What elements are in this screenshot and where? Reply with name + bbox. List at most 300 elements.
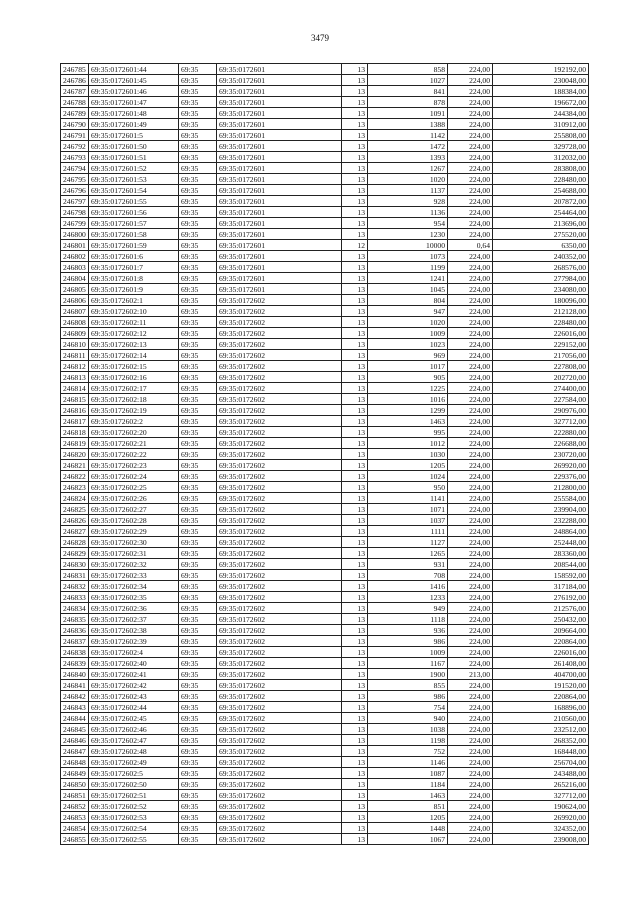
specific-value-cell: 224,00 — [448, 75, 493, 86]
group-code-cell: 13 — [342, 416, 368, 427]
area-cell: 1198 — [368, 735, 448, 746]
row-number-cell: 246813 — [61, 372, 89, 383]
specific-value-cell: 224,00 — [448, 218, 493, 229]
cadastral-number-cell: 69:35:0172602:14 — [89, 350, 179, 361]
quarter-number-cell: 69:35:0172602 — [217, 471, 342, 482]
row-number-cell: 246793 — [61, 152, 89, 163]
cadastral-number-cell: 69:35:0172602:48 — [89, 746, 179, 757]
cadastral-number-cell: 69:35:0172602:11 — [89, 317, 179, 328]
district-code-cell: 69:35 — [179, 526, 217, 537]
cadastral-number-cell: 69:35:0172602:35 — [89, 592, 179, 603]
district-code-cell: 69:35 — [179, 757, 217, 768]
specific-value-cell: 224,00 — [448, 339, 493, 350]
specific-value-cell: 224,00 — [448, 581, 493, 592]
cadastral-value-cell: 210560,00 — [493, 713, 589, 724]
district-code-cell: 69:35 — [179, 97, 217, 108]
group-code-cell: 13 — [342, 163, 368, 174]
district-code-cell: 69:35 — [179, 471, 217, 482]
specific-value-cell: 224,00 — [448, 394, 493, 405]
district-code-cell: 69:35 — [179, 603, 217, 614]
specific-value-cell: 224,00 — [448, 196, 493, 207]
cadastral-number-cell: 69:35:0172601:8 — [89, 273, 179, 284]
table-row — [61, 735, 589, 746]
group-code-cell: 13 — [342, 108, 368, 119]
area-cell: 1472 — [368, 141, 448, 152]
group-code-cell: 13 — [342, 350, 368, 361]
row-number-cell: 246811 — [61, 350, 89, 361]
area-cell: 928 — [368, 196, 448, 207]
area-cell: 1030 — [368, 449, 448, 460]
group-code-cell: 13 — [342, 185, 368, 196]
cadastral-value-cell: 226016,00 — [493, 328, 589, 339]
cadastral-number-cell: 69:35:0172602:52 — [89, 801, 179, 812]
table-row — [61, 713, 589, 724]
cadastral-value-cell: 329728,00 — [493, 141, 589, 152]
group-code-cell: 13 — [342, 768, 368, 779]
cadastral-value-cell: 158592,00 — [493, 570, 589, 581]
specific-value-cell: 224,00 — [448, 86, 493, 97]
specific-value-cell: 224,00 — [448, 350, 493, 361]
quarter-number-cell: 69:35:0172602 — [217, 669, 342, 680]
specific-value-cell: 224,00 — [448, 262, 493, 273]
district-code-cell: 69:35 — [179, 361, 217, 372]
cadastral-number-cell: 69:35:0172602:24 — [89, 471, 179, 482]
group-code-cell: 13 — [342, 603, 368, 614]
cadastral-value-cell: 244384,00 — [493, 108, 589, 119]
group-code-cell: 13 — [342, 592, 368, 603]
row-number-cell: 246825 — [61, 504, 89, 515]
area-cell: 1127 — [368, 537, 448, 548]
district-code-cell: 69:35 — [179, 504, 217, 515]
cadastral-value-cell: 254688,00 — [493, 185, 589, 196]
group-code-cell: 13 — [342, 801, 368, 812]
quarter-number-cell: 69:35:0172602 — [217, 416, 342, 427]
specific-value-cell: 224,00 — [448, 108, 493, 119]
cadastral-number-cell: 69:35:0172602:54 — [89, 823, 179, 834]
group-code-cell: 13 — [342, 724, 368, 735]
cadastral-value-cell: 261408,00 — [493, 658, 589, 669]
quarter-number-cell: 69:35:0172601 — [217, 196, 342, 207]
specific-value-cell: 213,00 — [448, 669, 493, 680]
row-number-cell: 246797 — [61, 196, 89, 207]
specific-value-cell: 224,00 — [448, 559, 493, 570]
cadastral-value-cell: 6350,00 — [493, 240, 589, 251]
district-code-cell: 69:35 — [179, 812, 217, 823]
cadastral-value-cell: 239008,00 — [493, 834, 589, 845]
table-row — [61, 614, 589, 625]
specific-value-cell: 224,00 — [448, 790, 493, 801]
quarter-number-cell: 69:35:0172602 — [217, 317, 342, 328]
cadastral-value-cell: 327712,00 — [493, 790, 589, 801]
table-row — [61, 251, 589, 262]
district-code-cell: 69:35 — [179, 394, 217, 405]
specific-value-cell: 224,00 — [448, 130, 493, 141]
district-code-cell: 69:35 — [179, 152, 217, 163]
specific-value-cell: 224,00 — [448, 438, 493, 449]
table-row — [61, 306, 589, 317]
quarter-number-cell: 69:35:0172601 — [217, 64, 342, 75]
quarter-number-cell: 69:35:0172602 — [217, 812, 342, 823]
specific-value-cell: 224,00 — [448, 592, 493, 603]
area-cell: 804 — [368, 295, 448, 306]
quarter-number-cell: 69:35:0172602 — [217, 306, 342, 317]
row-number-cell: 246790 — [61, 119, 89, 130]
row-number-cell: 246833 — [61, 592, 89, 603]
quarter-number-cell: 69:35:0172601 — [217, 152, 342, 163]
row-number-cell: 246826 — [61, 515, 89, 526]
row-number-cell: 246840 — [61, 669, 89, 680]
district-code-cell: 69:35 — [179, 537, 217, 548]
cadastral-number-cell: 69:35:0172602:49 — [89, 757, 179, 768]
cadastral-value-cell: 213696,00 — [493, 218, 589, 229]
specific-value-cell: 224,00 — [448, 570, 493, 581]
group-code-cell: 13 — [342, 141, 368, 152]
quarter-number-cell: 69:35:0172602 — [217, 537, 342, 548]
row-number-cell: 246830 — [61, 559, 89, 570]
specific-value-cell: 224,00 — [448, 757, 493, 768]
cadastral-value-cell: 228480,00 — [493, 317, 589, 328]
area-cell: 752 — [368, 746, 448, 757]
cadastral-value-cell: 234080,00 — [493, 284, 589, 295]
row-number-cell: 246807 — [61, 306, 89, 317]
quarter-number-cell: 69:35:0172601 — [217, 240, 342, 251]
specific-value-cell: 224,00 — [448, 185, 493, 196]
area-cell: 1463 — [368, 416, 448, 427]
cadastral-number-cell: 69:35:0172602:27 — [89, 504, 179, 515]
row-number-cell: 246823 — [61, 482, 89, 493]
specific-value-cell: 224,00 — [448, 471, 493, 482]
table-row — [61, 823, 589, 834]
quarter-number-cell: 69:35:0172602 — [217, 636, 342, 647]
specific-value-cell: 224,00 — [448, 383, 493, 394]
district-code-cell: 69:35 — [179, 548, 217, 559]
area-cell: 969 — [368, 350, 448, 361]
table-row — [61, 449, 589, 460]
table-row — [61, 680, 589, 691]
cadastral-number-cell: 69:35:0172601:53 — [89, 174, 179, 185]
group-code-cell: 13 — [342, 625, 368, 636]
district-code-cell: 69:35 — [179, 801, 217, 812]
group-code-cell: 13 — [342, 559, 368, 570]
table-row — [61, 537, 589, 548]
district-code-cell: 69:35 — [179, 405, 217, 416]
area-cell: 950 — [368, 482, 448, 493]
quarter-number-cell: 69:35:0172601 — [217, 262, 342, 273]
area-cell: 1448 — [368, 823, 448, 834]
table-row — [61, 471, 589, 482]
group-code-cell: 13 — [342, 174, 368, 185]
district-code-cell: 69:35 — [179, 262, 217, 273]
quarter-number-cell: 69:35:0172602 — [217, 823, 342, 834]
table-row — [61, 801, 589, 812]
group-code-cell: 13 — [342, 394, 368, 405]
specific-value-cell: 224,00 — [448, 284, 493, 295]
district-code-cell: 69:35 — [179, 185, 217, 196]
table-row — [61, 581, 589, 592]
quarter-number-cell: 69:35:0172602 — [217, 801, 342, 812]
group-code-cell: 13 — [342, 669, 368, 680]
cadastral-number-cell: 69:35:0172602:32 — [89, 559, 179, 570]
quarter-number-cell: 69:35:0172601 — [217, 284, 342, 295]
group-code-cell: 13 — [342, 449, 368, 460]
cadastral-number-cell: 69:35:0172602:46 — [89, 724, 179, 735]
district-code-cell: 69:35 — [179, 306, 217, 317]
cadastral-value-cell: 229376,00 — [493, 471, 589, 482]
group-code-cell: 13 — [342, 515, 368, 526]
cadastral-value-cell: 239904,00 — [493, 504, 589, 515]
table-row — [61, 262, 589, 273]
cadastral-value-cell: 248864,00 — [493, 526, 589, 537]
cadastral-number-cell: 69:35:0172602:51 — [89, 790, 179, 801]
area-cell: 986 — [368, 636, 448, 647]
row-number-cell: 246835 — [61, 614, 89, 625]
cadastral-value-cell: 192192,00 — [493, 64, 589, 75]
cadastral-number-cell: 69:35:0172602:20 — [89, 427, 179, 438]
district-code-cell: 69:35 — [179, 218, 217, 229]
specific-value-cell: 224,00 — [448, 317, 493, 328]
cadastral-number-cell: 69:35:0172602:25 — [89, 482, 179, 493]
row-number-cell: 246817 — [61, 416, 89, 427]
area-cell: 1205 — [368, 812, 448, 823]
district-code-cell: 69:35 — [179, 251, 217, 262]
group-code-cell: 13 — [342, 152, 368, 163]
specific-value-cell: 224,00 — [448, 823, 493, 834]
district-code-cell: 69:35 — [179, 493, 217, 504]
cadastral-number-cell: 69:35:0172601:46 — [89, 86, 179, 97]
row-number-cell: 246843 — [61, 702, 89, 713]
district-code-cell: 69:35 — [179, 229, 217, 240]
table-row — [61, 328, 589, 339]
cadastral-value-cell: 230048,00 — [493, 75, 589, 86]
quarter-number-cell: 69:35:0172602 — [217, 790, 342, 801]
table-row — [61, 75, 589, 86]
district-code-cell: 69:35 — [179, 174, 217, 185]
cadastral-value-cell: 217056,00 — [493, 350, 589, 361]
cadastral-number-cell: 69:35:0172601:45 — [89, 75, 179, 86]
group-code-cell: 13 — [342, 218, 368, 229]
cadastral-value-cell: 312032,00 — [493, 152, 589, 163]
quarter-number-cell: 69:35:0172601 — [217, 130, 342, 141]
row-number-cell: 246821 — [61, 460, 89, 471]
cadastral-value-cell: 255808,00 — [493, 130, 589, 141]
district-code-cell: 69:35 — [179, 273, 217, 284]
cadastral-number-cell: 69:35:0172602:19 — [89, 405, 179, 416]
cadastral-value-cell: 226688,00 — [493, 438, 589, 449]
table-row — [61, 570, 589, 581]
table-row — [61, 669, 589, 680]
district-code-cell: 69:35 — [179, 724, 217, 735]
area-cell: 1067 — [368, 834, 448, 845]
cadastral-number-cell: 69:35:0172601:59 — [89, 240, 179, 251]
district-code-cell: 69:35 — [179, 515, 217, 526]
area-cell: 905 — [368, 372, 448, 383]
table-row — [61, 207, 589, 218]
quarter-number-cell: 69:35:0172601 — [217, 174, 342, 185]
group-code-cell: 13 — [342, 251, 368, 262]
specific-value-cell: 224,00 — [448, 834, 493, 845]
table-row — [61, 460, 589, 471]
area-cell: 1017 — [368, 361, 448, 372]
area-cell: 1388 — [368, 119, 448, 130]
specific-value-cell: 224,00 — [448, 735, 493, 746]
row-number-cell: 246810 — [61, 339, 89, 350]
specific-value-cell: 0,64 — [448, 240, 493, 251]
quarter-number-cell: 69:35:0172602 — [217, 570, 342, 581]
group-code-cell: 13 — [342, 493, 368, 504]
table-row — [61, 559, 589, 570]
cadastral-value-cell: 290976,00 — [493, 405, 589, 416]
specific-value-cell: 224,00 — [448, 405, 493, 416]
table-row — [61, 317, 589, 328]
row-number-cell: 246824 — [61, 493, 89, 504]
group-code-cell: 13 — [342, 790, 368, 801]
row-number-cell: 246794 — [61, 163, 89, 174]
table-row — [61, 658, 589, 669]
cadastral-value-cell: 283808,00 — [493, 163, 589, 174]
cadastral-number-cell: 69:35:0172601:52 — [89, 163, 179, 174]
specific-value-cell: 224,00 — [448, 746, 493, 757]
area-cell: 986 — [368, 691, 448, 702]
cadastral-value-cell: 191520,00 — [493, 680, 589, 691]
quarter-number-cell: 69:35:0172602 — [217, 405, 342, 416]
specific-value-cell: 224,00 — [448, 515, 493, 526]
area-cell: 954 — [368, 218, 448, 229]
district-code-cell: 69:35 — [179, 75, 217, 86]
group-code-cell: 13 — [342, 735, 368, 746]
cadastral-value-cell: 310912,00 — [493, 119, 589, 130]
cadastral-number-cell: 69:35:0172601:47 — [89, 97, 179, 108]
group-code-cell: 13 — [342, 680, 368, 691]
district-code-cell: 69:35 — [179, 416, 217, 427]
area-cell: 1111 — [368, 526, 448, 537]
cadastral-number-cell: 69:35:0172602:47 — [89, 735, 179, 746]
area-cell: 1463 — [368, 790, 448, 801]
cadastral-number-cell: 69:35:0172601:56 — [89, 207, 179, 218]
table-row — [61, 482, 589, 493]
cadastral-value-cell: 277984,00 — [493, 273, 589, 284]
specific-value-cell: 224,00 — [448, 361, 493, 372]
quarter-number-cell: 69:35:0172601 — [217, 251, 342, 262]
cadastral-number-cell: 69:35:0172602:41 — [89, 669, 179, 680]
specific-value-cell: 224,00 — [448, 625, 493, 636]
table-row — [61, 493, 589, 504]
area-cell: 1038 — [368, 724, 448, 735]
cadastral-number-cell: 69:35:0172602:45 — [89, 713, 179, 724]
district-code-cell: 69:35 — [179, 207, 217, 218]
cadastral-number-cell: 69:35:0172602:26 — [89, 493, 179, 504]
group-code-cell: 13 — [342, 647, 368, 658]
row-number-cell: 246809 — [61, 328, 89, 339]
quarter-number-cell: 69:35:0172602 — [217, 482, 342, 493]
specific-value-cell: 224,00 — [448, 174, 493, 185]
group-code-cell: 13 — [342, 229, 368, 240]
table-row — [61, 526, 589, 537]
area-cell: 1167 — [368, 658, 448, 669]
row-number-cell: 246819 — [61, 438, 89, 449]
quarter-number-cell: 69:35:0172601 — [217, 119, 342, 130]
cadastral-value-cell: 188384,00 — [493, 86, 589, 97]
area-cell: 858 — [368, 64, 448, 75]
specific-value-cell: 224,00 — [448, 768, 493, 779]
cadastral-value-cell: 220864,00 — [493, 636, 589, 647]
cadastral-value-cell: 228480,00 — [493, 174, 589, 185]
cadastral-value-cell: 269920,00 — [493, 812, 589, 823]
area-cell: 1199 — [368, 262, 448, 273]
cadastral-number-cell: 69:35:0172601:5 — [89, 130, 179, 141]
table-row — [61, 229, 589, 240]
quarter-number-cell: 69:35:0172602 — [217, 680, 342, 691]
quarter-number-cell: 69:35:0172602 — [217, 372, 342, 383]
group-code-cell: 13 — [342, 482, 368, 493]
district-code-cell: 69:35 — [179, 680, 217, 691]
area-cell: 1023 — [368, 339, 448, 350]
specific-value-cell: 224,00 — [448, 152, 493, 163]
row-number-cell: 246788 — [61, 97, 89, 108]
table-row — [61, 372, 589, 383]
cadastral-value-cell: 230720,00 — [493, 449, 589, 460]
table-row — [61, 394, 589, 405]
specific-value-cell: 224,00 — [448, 779, 493, 790]
cadastral-value-cell: 317184,00 — [493, 581, 589, 592]
district-code-cell: 69:35 — [179, 295, 217, 306]
quarter-number-cell: 69:35:0172602 — [217, 339, 342, 350]
area-cell: 1087 — [368, 768, 448, 779]
area-cell: 1012 — [368, 438, 448, 449]
quarter-number-cell: 69:35:0172602 — [217, 383, 342, 394]
district-code-cell: 69:35 — [179, 64, 217, 75]
group-code-cell: 13 — [342, 548, 368, 559]
row-number-cell: 246803 — [61, 262, 89, 273]
quarter-number-cell: 69:35:0172602 — [217, 427, 342, 438]
table-row — [61, 757, 589, 768]
cadastral-value-cell: 207872,00 — [493, 196, 589, 207]
row-number-cell: 246853 — [61, 812, 89, 823]
area-cell: 708 — [368, 570, 448, 581]
group-code-cell: 13 — [342, 97, 368, 108]
cadastral-value-cell: 276192,00 — [493, 592, 589, 603]
cadastral-value-cell: 202720,00 — [493, 372, 589, 383]
table-row — [61, 295, 589, 306]
quarter-number-cell: 69:35:0172602 — [217, 834, 342, 845]
area-cell: 1233 — [368, 592, 448, 603]
group-code-cell: 13 — [342, 64, 368, 75]
district-code-cell: 69:35 — [179, 108, 217, 119]
group-code-cell: 13 — [342, 295, 368, 306]
table-row — [61, 240, 589, 251]
quarter-number-cell: 69:35:0172602 — [217, 757, 342, 768]
row-number-cell: 246798 — [61, 207, 89, 218]
cadastral-value-cell: 243488,00 — [493, 768, 589, 779]
specific-value-cell: 224,00 — [448, 801, 493, 812]
cadastral-number-cell: 69:35:0172602:4 — [89, 647, 179, 658]
group-code-cell: 13 — [342, 658, 368, 669]
group-code-cell: 13 — [342, 614, 368, 625]
group-code-cell: 13 — [342, 537, 368, 548]
row-number-cell: 246808 — [61, 317, 89, 328]
district-code-cell: 69:35 — [179, 163, 217, 174]
table-row — [61, 97, 589, 108]
row-number-cell: 246786 — [61, 75, 89, 86]
specific-value-cell: 224,00 — [448, 636, 493, 647]
specific-value-cell: 224,00 — [448, 416, 493, 427]
area-cell: 1900 — [368, 669, 448, 680]
district-code-cell: 69:35 — [179, 823, 217, 834]
quarter-number-cell: 69:35:0172602 — [217, 361, 342, 372]
table-row — [61, 603, 589, 614]
area-cell: 878 — [368, 97, 448, 108]
row-number-cell: 246851 — [61, 790, 89, 801]
district-code-cell: 69:35 — [179, 658, 217, 669]
